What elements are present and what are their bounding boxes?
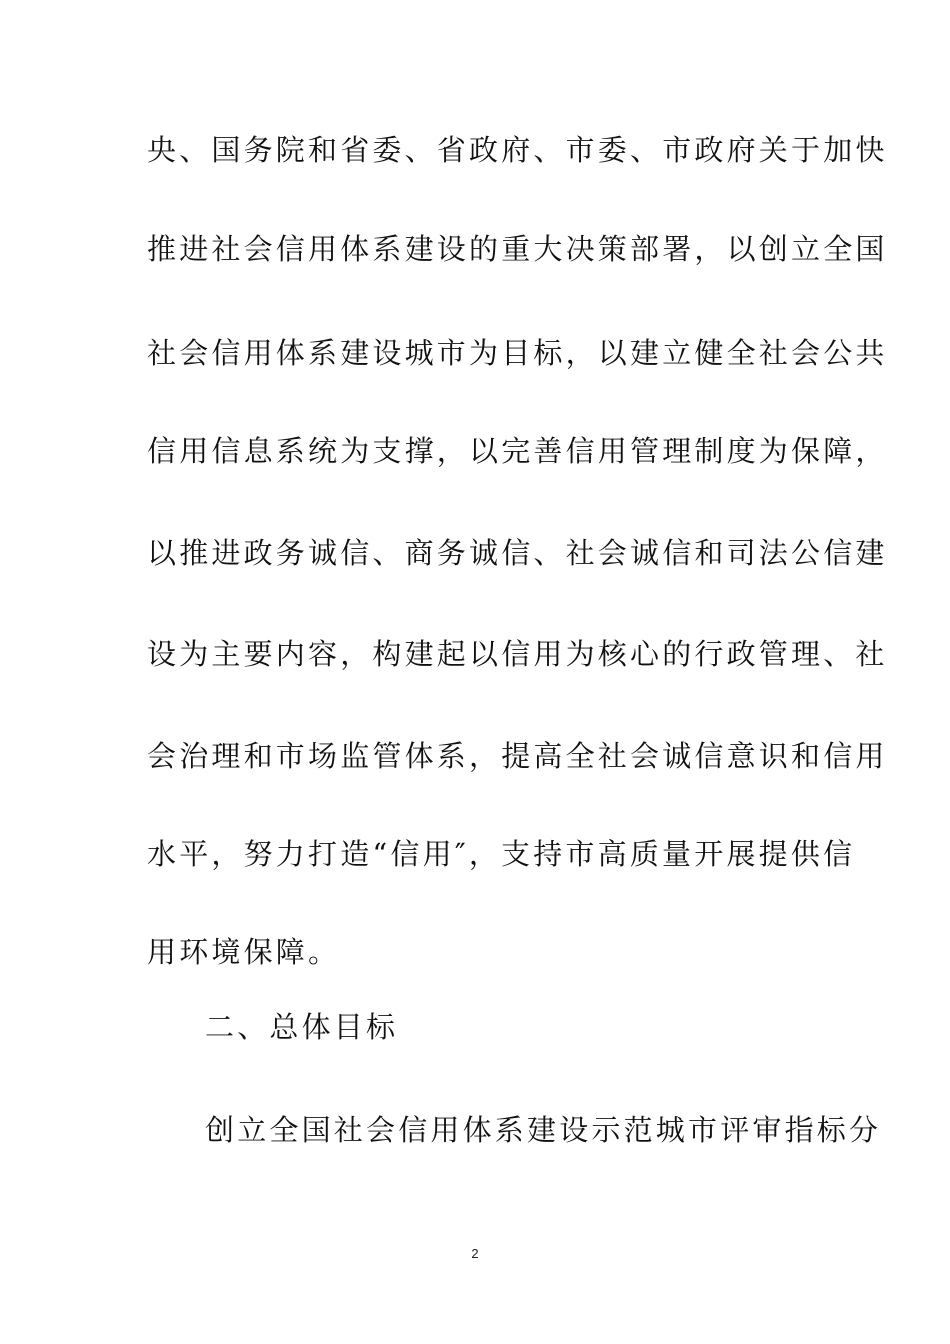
body-text-line-7: 会治理和市场监管体系，提高全社会诚信意识和信用: [147, 739, 888, 773]
section-heading: 二、总体目标: [205, 1010, 399, 1044]
body-text-line-4: 信用信息系统为支撑，以完善信用管理制度为保障，: [147, 434, 888, 468]
body-text-line-5: 以推进政务诚信、商务诚信、社会诚信和司法公信建: [147, 536, 888, 570]
paragraph-first-line: 创立全国社会信用体系建设示范城市评审指标分: [205, 1113, 882, 1147]
page-number: 2: [471, 1246, 479, 1261]
body-text-line-8: 水平，努力打造“信用″，支持市高质量开展提供信: [147, 837, 856, 871]
body-text-line-2: 推进社会信用体系建设的重大决策部署，以创立全国: [147, 232, 888, 266]
body-text-line-3: 社会信用体系建设城市为目标，以建立健全社会公共: [147, 336, 888, 370]
body-text-line-6: 设为主要内容，构建起以信用为核心的行政管理、社: [147, 637, 888, 671]
body-text-line-1: 央、国务院和省委、省政府、市委、市政府关于加快: [147, 133, 888, 167]
body-text-line-9: 用环境保障。: [147, 935, 341, 969]
